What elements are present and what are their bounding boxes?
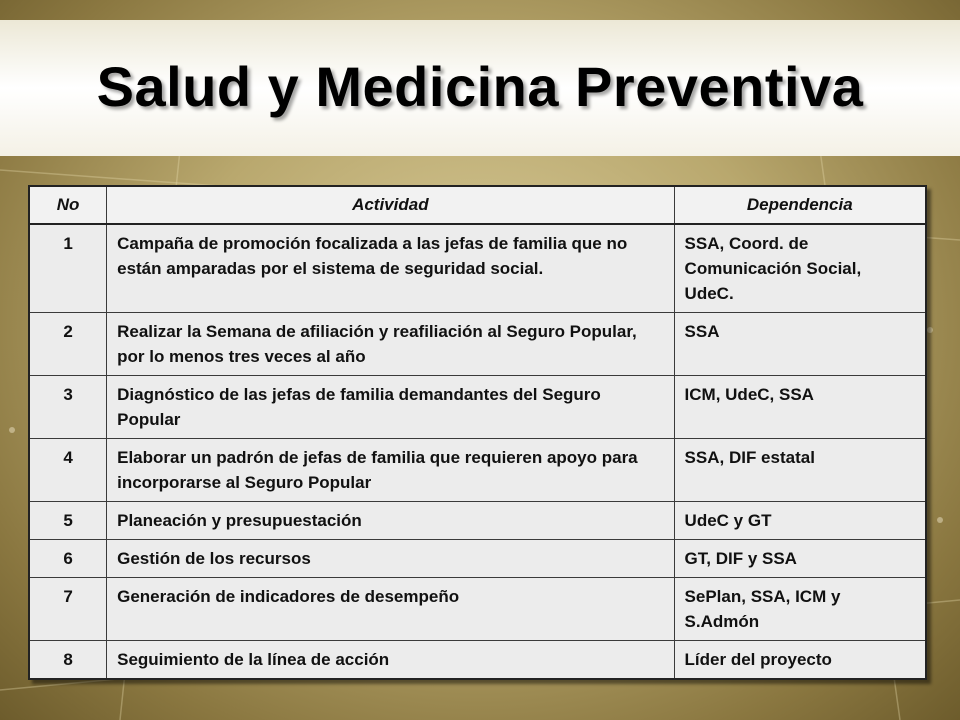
table-row: [29, 502, 926, 540]
header-actividad: Actividad: [107, 186, 674, 224]
row-dependencia: UdeC y GT: [674, 502, 926, 540]
row-number: 7: [29, 578, 107, 641]
header-no: No: [29, 186, 107, 224]
row-actividad: Campaña de promoción focalizada a las jefas de familia que no están amparadas por el sistema de seguridad social.: [107, 224, 674, 313]
row-number: 8: [29, 641, 107, 680]
row-dependencia: SePlan, SSA, ICM y S.Admón: [674, 578, 926, 641]
row-number: 1: [29, 224, 107, 313]
header-dependencia: Dependencia: [674, 186, 926, 224]
row-number: 3: [29, 376, 107, 439]
row-actividad: Diagnóstico de las jefas de familia demandantes del Seguro Popular: [107, 376, 674, 439]
row-actividad: Generación de indicadores de desempeño: [107, 578, 674, 641]
row-dependencia: GT, DIF y SSA: [674, 540, 926, 578]
row-number: 6: [29, 540, 107, 578]
table-row: [29, 641, 926, 680]
table-header-row: [29, 186, 926, 224]
row-number: 5: [29, 502, 107, 540]
row-actividad: Realizar la Semana de afiliación y reafiliación al Seguro Popular, por lo menos tres veces al año: [107, 313, 674, 376]
row-dependencia: ICM, UdeC, SSA: [674, 376, 926, 439]
row-number: 2: [29, 313, 107, 376]
row-dependencia: SSA, DIF estatal: [674, 439, 926, 502]
row-dependencia: SSA, Coord. de Comunicación Social, UdeC.: [674, 224, 926, 313]
row-actividad: Elaborar un padrón de jefas de familia que requieren apoyo para incorporarse al Seguro Popular: [107, 439, 674, 502]
table-row: [29, 376, 926, 439]
table-row: [29, 578, 926, 641]
table-row: [29, 439, 926, 502]
table-row: [29, 224, 926, 313]
row-actividad: Seguimiento de la línea de acción: [107, 641, 674, 680]
activities-table: [28, 185, 927, 680]
row-dependencia: SSA: [674, 313, 926, 376]
row-number: 4: [29, 439, 107, 502]
row-actividad: Gestión de los recursos: [107, 540, 674, 578]
table-row: [29, 313, 926, 376]
table-row: [29, 540, 926, 578]
row-dependencia: Líder del proyecto: [674, 641, 926, 680]
row-actividad: Planeación y presupuestación: [107, 502, 674, 540]
page-title: Salud y Medicina Preventiva: [96, 55, 864, 118]
